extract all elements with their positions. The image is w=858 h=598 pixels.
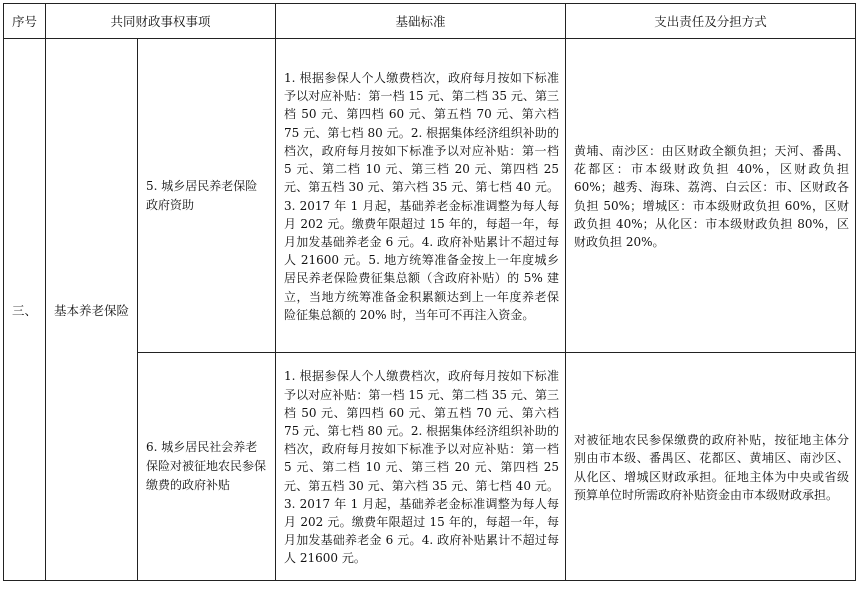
header-item: 共同财政事权事项	[46, 4, 276, 39]
header-basis: 基础标准	[276, 4, 566, 39]
basis-text: 1. 根据参保人个人缴费档次，政府每月按如下标准予以对应补贴：第一档 15 元、第二档 35 元、第三档 50 元、第四档 60 元、第五档 70 元、第六档 75 元、第七档 80 元。2. 根据集体经济组织补助的档次，政府每月按如下标准予以对应补贴：第一档 5 元、第二档 10 元、第三档 20 元、第四档 25 元、第五档 30 元、第六档 35 元、第七档 40 元。3. 2017 年 1 月起，基础养老金标准调整为每人每月 202 元。缴费年限超过 15 年的，每超一年，每月加发基础养老金 6 元。4. 政府补贴累计不超过每人 21600 元。5. 地方统筹准备金按上一年度城乡居民养老保险费征集总额（含政府补贴）的 5% 建立，当地方统筹准备金积累额达到上一年度养老保险征集总额的 20% 时，当年可不再注入资金。	[276, 39, 566, 353]
basis-text: 1. 根据参保人个人缴费档次，政府每月按如下标准予以对应补贴：第一档 15 元、第二档 35 元、第三档 50 元、第四档 60 元、第五档 70 元、第六档 75 元、第七档 80 元。2. 根据集体经济组织补助的档次，政府每月按如下标准予以对应补贴：第一档 5 元、第二档 10 元、第三档 20 元、第四档 25 元、第五档 30 元、第六档 35 元、第七档 40 元。3. 2017 年 1 月起，基础养老金标准调整为每人每月 202 元。缴费年限超过 15 年的，每超一年，每月加发基础养老金 6 元。4. 政府补贴累计不超过每人 21600 元。	[276, 353, 566, 581]
table-header-row	[4, 4, 856, 39]
group-seq: 三、	[4, 39, 46, 581]
group-name: 基本养老保险	[46, 39, 138, 581]
header-responsibility: 支出责任及分担方式	[566, 4, 856, 39]
sub-item: 5. 城乡居民养老保险政府资助	[138, 39, 276, 353]
sub-item: 6. 城乡居民社会养老保险对被征地农民参保缴费的政府补贴	[138, 353, 276, 581]
responsibility-text: 黄埔、南沙区：由区财政全额负担；天河、番禺、花都区：市本级财政负担 40%，区财政负担 60%；越秀、海珠、荔湾、白云区：市、区财政各负担 50%；增城区：市本级财政负担 60%，区财政负担 40%；从化区：市本级财政负担 80%，区财政负担 20%。	[566, 39, 856, 353]
header-seq: 序号	[4, 4, 46, 39]
responsibility-text: 对被征地农民参保缴费的政府补贴，按征地主体分别由市本级、番禺区、花都区、黄埔区、南沙区、从化区、增城区财政承担。征地主体为中央或省级预算单位时所需政府补贴资金由市本级财政承担。	[566, 353, 856, 581]
table-row	[4, 39, 856, 353]
fiscal-responsibility-table	[3, 3, 856, 581]
